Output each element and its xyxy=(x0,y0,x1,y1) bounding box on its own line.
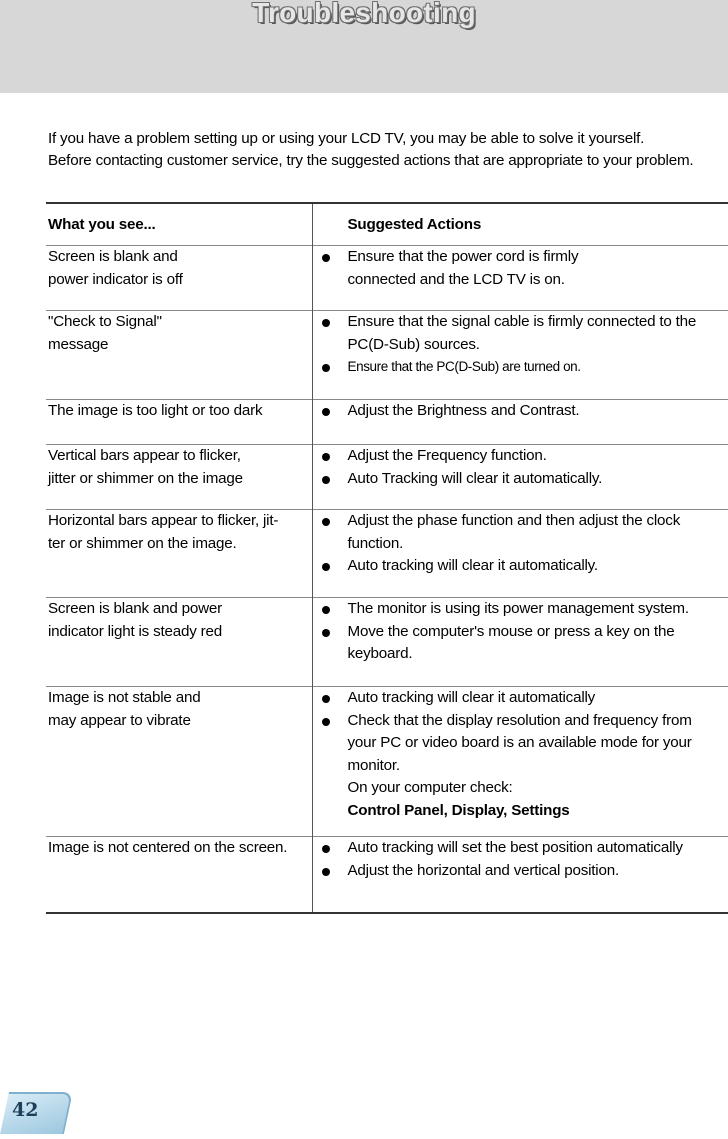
symptom-text: The image is too light or too dark xyxy=(48,402,263,419)
bullet-icon xyxy=(322,364,330,372)
action-text: The monitor is using its power management system. xyxy=(347,600,689,617)
table-header-row xyxy=(46,203,728,246)
action-item xyxy=(348,710,728,823)
symptom-cell xyxy=(46,510,312,598)
symptom-cell xyxy=(46,445,312,510)
action-text: Auto tracking will clear it automatically xyxy=(347,689,596,706)
symptom-text: power indicator is off xyxy=(48,270,183,288)
action-text: Ensure that the PC(D-Sub) are turned on. xyxy=(347,359,581,374)
action-text: connected and the LCD TV is on. xyxy=(347,270,565,288)
bullet-icon xyxy=(322,476,330,484)
symptom-text: Image is not stable and xyxy=(48,689,201,706)
intro-line: If you have a problem setting up or using your LCD TV, you may be able to solve it yourself. xyxy=(48,130,645,147)
page-number: 42 xyxy=(12,1099,39,1121)
symptom-text: jitter or shimmer on the image xyxy=(48,469,243,487)
bullet-icon xyxy=(322,408,330,416)
actions-cell xyxy=(312,445,728,510)
action-item xyxy=(348,510,728,555)
actions-cell xyxy=(312,400,728,445)
action-item xyxy=(348,687,728,710)
bullet-icon xyxy=(322,518,330,526)
symptom-cell xyxy=(46,598,312,687)
table-row xyxy=(46,246,728,311)
action-item xyxy=(348,860,728,883)
actions-cell xyxy=(312,246,728,311)
symptom-text: indicator light is steady red xyxy=(48,622,223,640)
action-text: Adjust the horizontal and vertical position. xyxy=(347,861,619,879)
action-text: Auto tracking will set the best position automatically xyxy=(347,839,683,856)
symptom-text: Image is not centered on the screen. xyxy=(48,839,288,856)
actions-cell xyxy=(312,311,728,400)
table-row xyxy=(46,598,728,687)
symptom-text: Screen is blank and power xyxy=(48,600,222,617)
table-row xyxy=(46,400,728,445)
table-row xyxy=(46,687,728,837)
bullet-icon xyxy=(322,319,330,327)
table-row xyxy=(46,445,728,510)
action-text: PC(D-Sub) sources. xyxy=(347,335,480,353)
troubleshooting-table xyxy=(46,202,728,914)
action-text: function. xyxy=(347,534,404,552)
bullet-icon xyxy=(322,254,330,262)
action-text: Ensure that the signal cable is firmly connected to the xyxy=(347,313,697,330)
symptom-text: ter or shimmer on the image. xyxy=(48,534,237,552)
actions-cell xyxy=(312,598,728,687)
action-item xyxy=(348,311,728,356)
action-item xyxy=(348,598,728,621)
intro-line: Before contacting customer service, try the suggested actions that are appropriate to your problem. xyxy=(48,152,694,169)
symptom-cell xyxy=(46,246,312,311)
action-text: monitor. xyxy=(347,756,400,774)
actions-cell xyxy=(312,837,728,913)
action-text: On your computer check: xyxy=(347,779,513,796)
action-item xyxy=(348,246,728,291)
action-text: Check that the display resolution and frequency from xyxy=(347,711,692,729)
symptom-text: Vertical bars appear to flicker, xyxy=(48,447,241,464)
actions-cell xyxy=(312,510,728,598)
column-header-what-you-see: What you see... xyxy=(46,203,312,246)
table-row xyxy=(46,311,728,400)
column-header-suggested-actions: Suggested Actions xyxy=(347,216,482,233)
action-text: Ensure that the power cord is firmly xyxy=(347,248,579,265)
bullet-icon xyxy=(322,718,330,726)
bullet-icon xyxy=(322,845,330,853)
action-text: keyboard. xyxy=(347,645,413,662)
symptom-text: "Check to Signal" xyxy=(48,313,162,330)
symptom-cell xyxy=(46,837,312,913)
bullet-icon xyxy=(322,606,330,614)
symptom-text: may appear to vibrate xyxy=(48,711,191,729)
action-text: Auto tracking will clear it automatically. xyxy=(347,557,598,574)
symptom-text: Horizontal bars appear to flicker, jit- xyxy=(48,512,279,529)
intro-text xyxy=(48,128,728,172)
action-text: Adjust the Frequency function. xyxy=(347,447,547,464)
symptom-cell xyxy=(46,400,312,445)
actions-cell xyxy=(312,687,728,837)
bullet-icon xyxy=(322,563,330,571)
action-text: Adjust the phase function and then adjust the clock xyxy=(347,512,681,529)
action-item xyxy=(348,555,728,578)
bullet-icon xyxy=(322,695,330,703)
action-text-bold: Control Panel, Display, Settings xyxy=(347,801,570,819)
symptom-cell xyxy=(46,311,312,400)
action-item xyxy=(348,468,728,491)
symptom-text: message xyxy=(48,335,109,353)
action-text: your PC or video board is an available mode for your xyxy=(347,734,692,751)
bullet-icon xyxy=(322,453,330,461)
action-item xyxy=(348,445,728,468)
action-text: Adjust the Brightness and Contrast. xyxy=(347,402,580,419)
action-item xyxy=(348,837,728,860)
bullet-icon xyxy=(322,629,330,637)
table-row xyxy=(46,837,728,913)
page-title: Troubleshooting xyxy=(252,0,476,28)
page-header xyxy=(0,0,728,93)
action-item xyxy=(348,356,728,379)
action-item xyxy=(348,621,728,666)
action-text: Move the computer's mouse or press a key on the xyxy=(347,622,675,640)
bullet-icon xyxy=(322,868,330,876)
table-row xyxy=(46,510,728,598)
symptom-text: Screen is blank and xyxy=(48,248,178,265)
symptom-cell xyxy=(46,687,312,837)
action-text: Auto Tracking will clear it automatically. xyxy=(347,469,603,487)
action-item xyxy=(348,400,728,423)
